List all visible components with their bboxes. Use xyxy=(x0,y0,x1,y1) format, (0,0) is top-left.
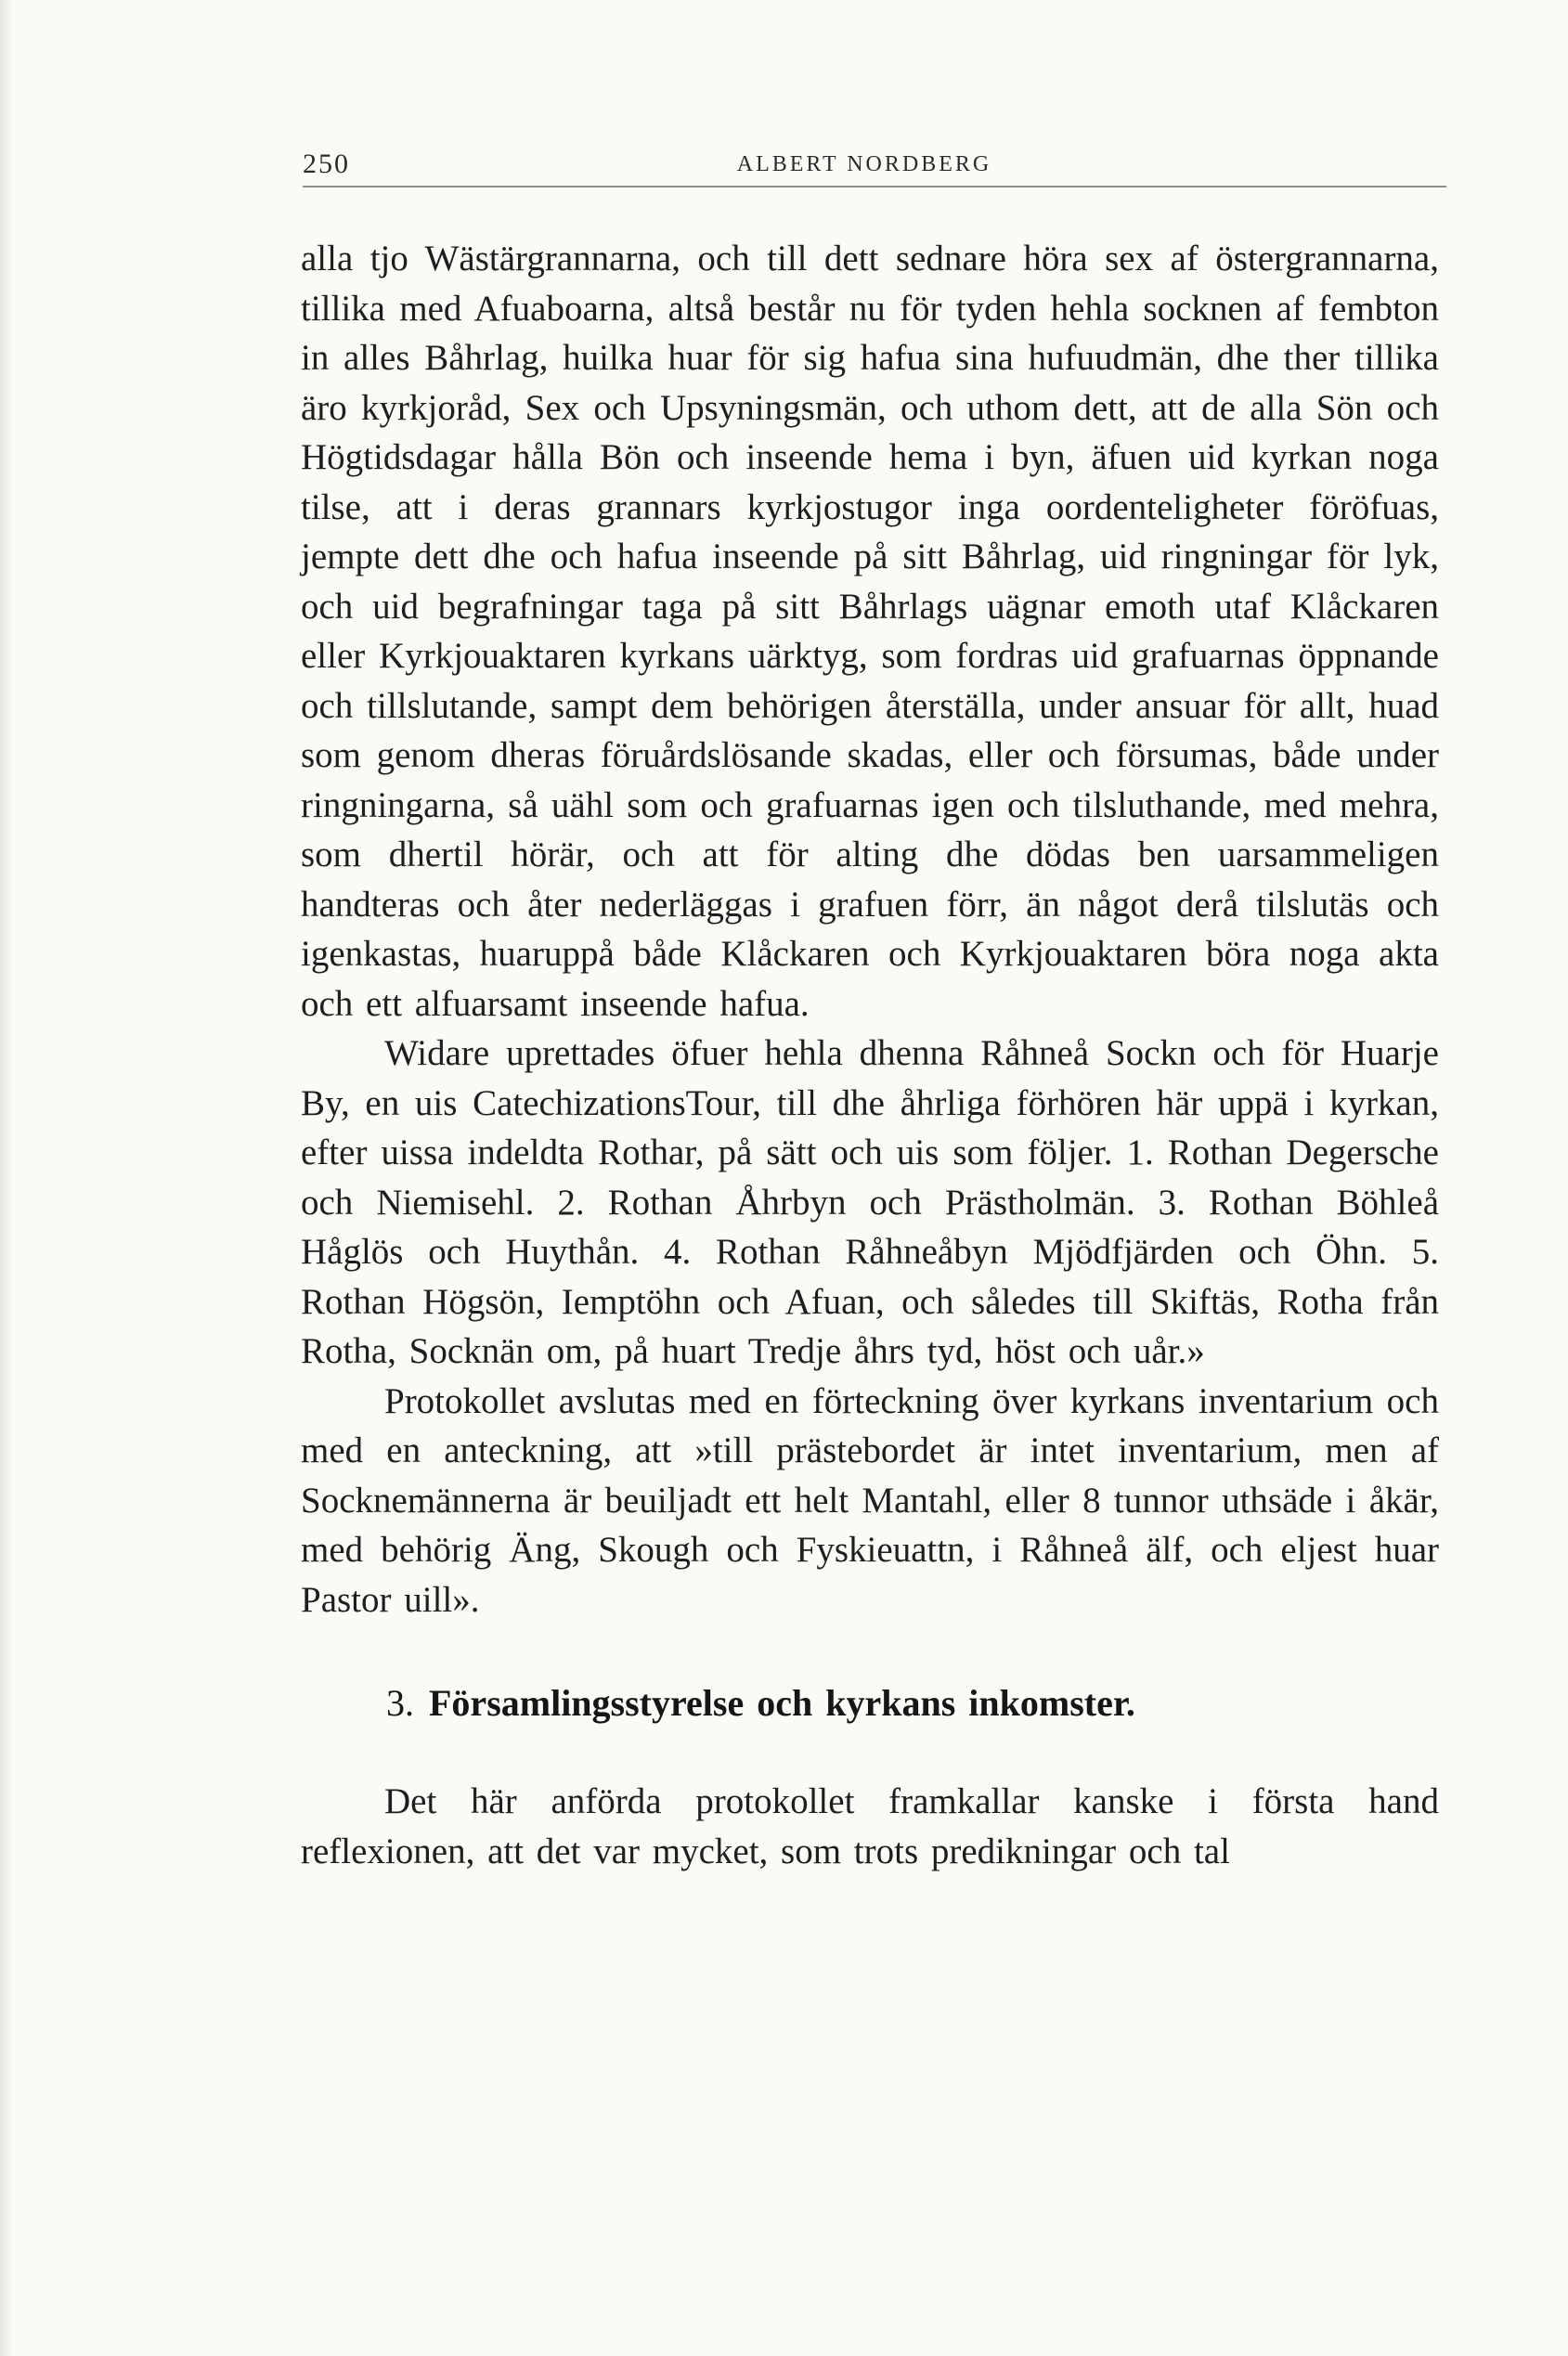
running-head: ALBERT NORDBERG xyxy=(736,152,992,176)
page-header xyxy=(303,149,1446,188)
section-number: 3. xyxy=(386,1682,414,1724)
section-title: Församlingsstyrelse och kyrkans inkomster. xyxy=(429,1682,1135,1724)
page-number: 250 xyxy=(303,149,350,179)
scan-edge xyxy=(0,0,13,2356)
body-text xyxy=(301,234,1439,1876)
paragraph-2: Widare uprettades öfuer hehla dhenna Råhneå Sockn och för Huarje By, en uis CatechizationsTour, till dhe åhrliga förhören här uppä i kyrkan, efter uissa indeldta Rothar, på sätt och uis som följer. 1. Rothan Degersche och Niemisehl. 2. Rothan Åhrbyn och Prästholmän. 3. Rothan Böhleå Håglös och Huythån. 4. Rothan Råhneåbyn Mjödfjärden och Öhn. 5. Rothan Högsön, Iemptöhn och Afuan, och således till Skiftäs, Rotha från Rotha, Socknän om, på huart Tredje åhrs tyd, höst och uår.» xyxy=(301,1033,1439,1371)
section-heading xyxy=(301,1680,1439,1727)
paragraph-4: Det här anförda protokollet framkallar kanske i första hand reflexionen, att det var mycket, som trots predikningar och tal xyxy=(301,1781,1439,1871)
paragraph-1: alla tjo Wästärgrannarna, och till dett sednare höra sex af östergrannarna, tillika med Afuaboarna, altså består nu för tyden hehla socknen af fembton in alles Båhrlag, huilka huar för sig hafua sina hufuudmän, dhe ther tillika äro kyrkjoråd, Sex och Upsyningsmän, och uthom dett, att de alla Sön och Högtidsdagar hålla Bön och inseende hema i byn, äfuen uid kyrkan noga tilse, att i deras grannars kyrkjostugor inga oordenteligheter föröfuas, jempte dett dhe och hafua inseende på sitt Båhrlag, uid ringningar för lyk, och uid begrafningar taga på sitt Båhrlags uägnar emoth utaf Klåckaren eller Kyrkjouaktaren kyrkans uärktyg, som fordras uid grafuarnas öppnande och tillslutande, sampt dem behörigen återställa, under ansuar för allt, huad som genom dheras föruårdslösande skadas, eller och försumas, både under ringningarna, så uähl som och grafuarnas igen och tilsluthande, med mehra, som dhertil hörär, och att för alting dhe dödas ben uarsammeligen handteras och åter nederläggas i grafuen förr, än något derå tilslutäs och igenkastas, huaruppå både Klåckaren och Kyrkjouaktaren böra noga akta och ett alfuarsamt inseende hafua. xyxy=(301,239,1439,1024)
paragraph-3: Protokollet avslutas med en förteckning över kyrkans inventarium och med en anteckning, att »till prästebordet är intet inventarium, men af Socknemännerna är beuiljadt ett helt Mantahl, eller 8 tunnor uthsäde i åkär, med behörig Äng, Skough och Fyskieuattn, i Råhneå älf, och eljest huar Pastor uill». xyxy=(301,1380,1439,1620)
